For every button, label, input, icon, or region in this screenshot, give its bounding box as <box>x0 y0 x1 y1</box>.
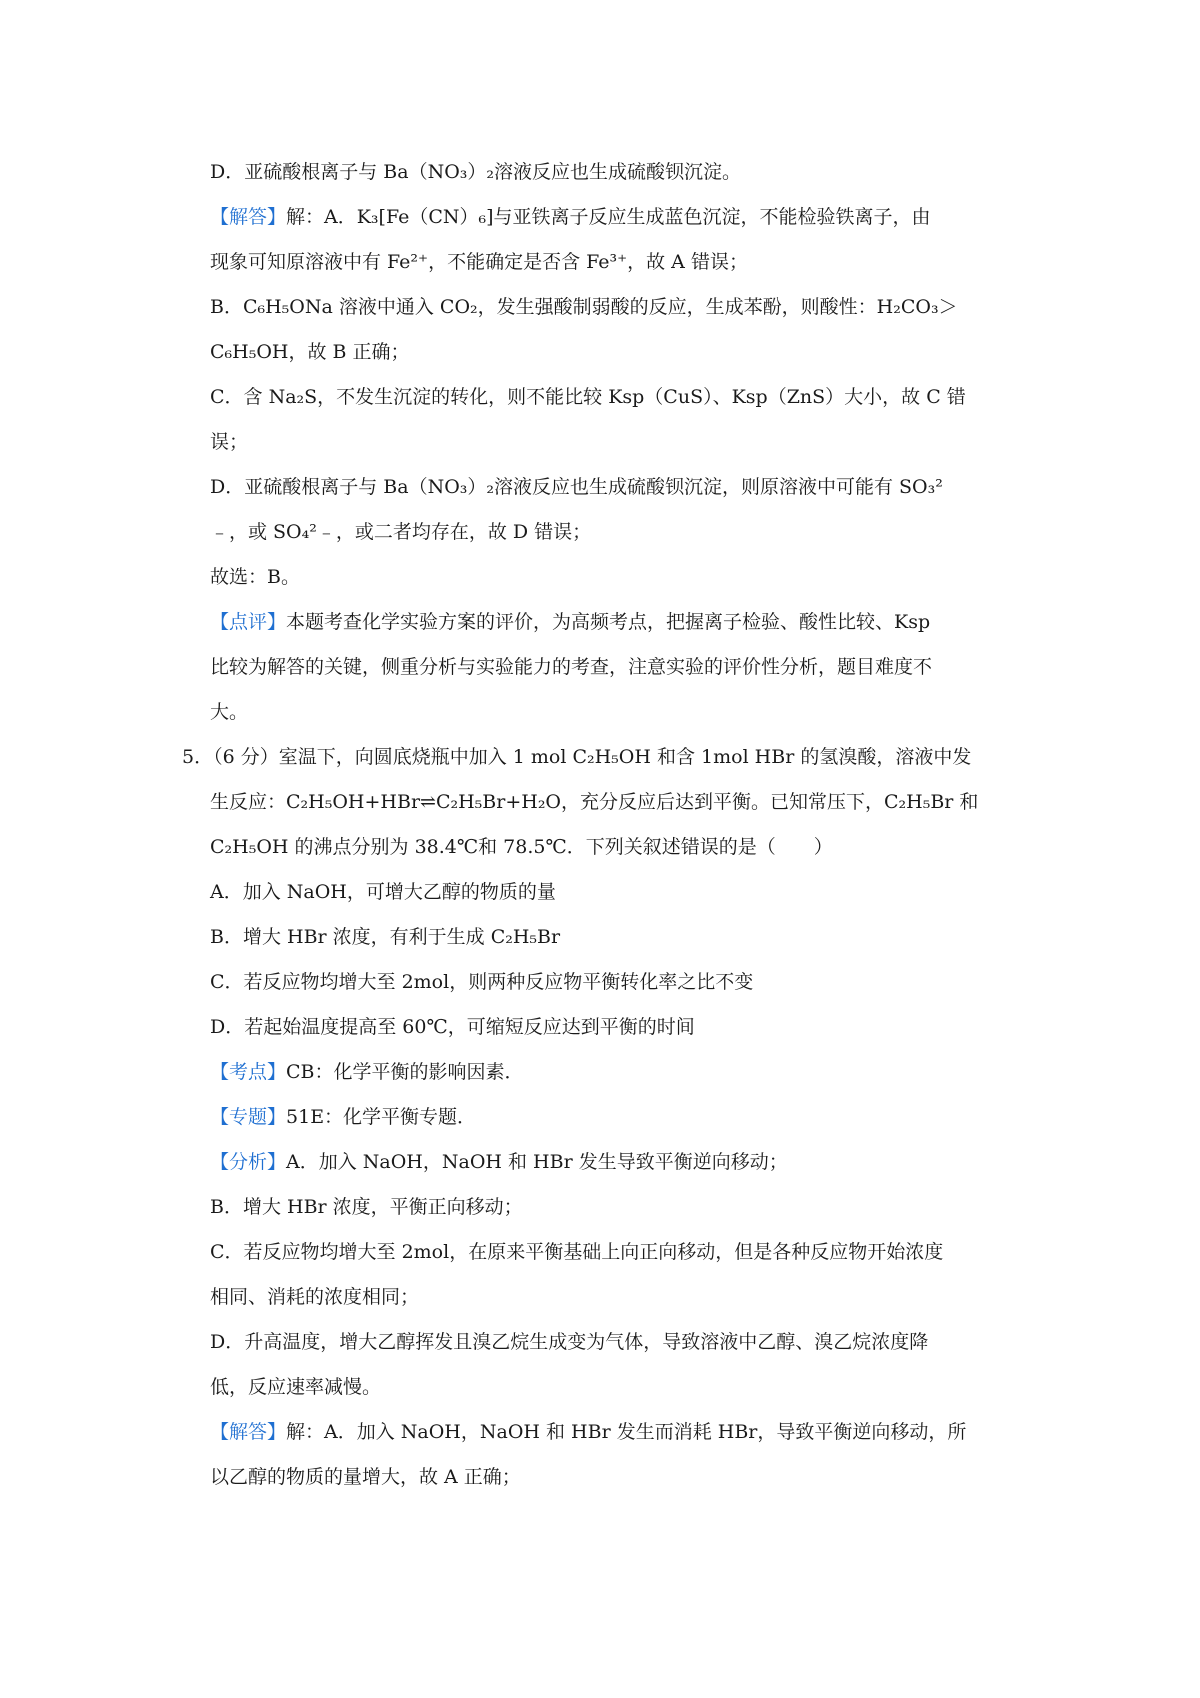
section-tag: 【专题】 <box>210 1106 287 1128</box>
text-line: 大。 <box>210 701 249 723</box>
question-line: 5．（6 分）室温下，向圆底烧瓶中加入 1 mol C₂H₅OH 和含 1mol HBr 的氢溴酸，溶液中发 <box>182 746 972 768</box>
text-line: 【分析】A．加入 NaOH，NaOH 和 HBr 发生导致平衡逆向移动； <box>210 1151 788 1173</box>
section-tag: 【点评】 <box>210 611 287 633</box>
text-line: 【点评】本题考查化学实验方案的评价，为高频考点，把握离子检验、酸性比较、Ksp <box>210 611 931 633</box>
option-line: C．若反应物均增大至 2mol，则两种反应物平衡转化率之比不变 <box>210 971 754 993</box>
text-line: 【专题】51E：化学平衡专题． <box>210 1106 477 1128</box>
text-line: 低，反应速率减慢。 <box>210 1376 382 1398</box>
text-line: 以乙醇的物质的量增大，故 A 正确； <box>210 1466 521 1488</box>
section-tag: 【考点】 <box>210 1061 287 1083</box>
text-line: C．含 Na₂S，不发生沉淀的转化，则不能比较 Ksp（CuS）、Ksp（ZnS）大小，故 C 错 <box>210 386 966 408</box>
text-line: 相同、消耗的浓度相同； <box>210 1286 420 1308</box>
option-line: B．增大 HBr 浓度，有利于生成 C₂H₅Br <box>210 926 561 948</box>
section-tag: 【解答】 <box>210 206 287 228</box>
text-line: B．增大 HBr 浓度，平衡正向移动； <box>210 1196 523 1218</box>
section-tag: 【分析】 <box>210 1151 287 1173</box>
text-line: B．C₆H₅ONa 溶液中通入 CO₂，发生强酸制弱酸的反应，生成苯酚，则酸性：H₂CO₃＞ <box>210 296 958 318</box>
text-line: C₂H₅OH 的沸点分别为 38.4℃和 78.5℃．下列关叙述错误的是（ ） <box>210 836 833 858</box>
text-line: C．若反应物均增大至 2mol，在原来平衡基础上向正向移动，但是各种反应物开始浓度 <box>210 1241 944 1263</box>
text-line: 【解答】解：A．加入 NaOH，NaOH 和 HBr 发生而消耗 HBr，导致平衡逆向移动，所 <box>210 1421 967 1443</box>
section-tag: 【解答】 <box>210 1421 287 1443</box>
text-line: 【解答】解：A．K₃[Fe（CN）₆]与亚铁离子反应生成蓝色沉淀，不能检验铁离子，由 <box>210 206 931 228</box>
text-line: D．亚硫酸根离子与 Ba（NO₃）₂溶液反应也生成硫酸钡沉淀，则原溶液中可能有 SO₃² <box>210 476 943 498</box>
text-line: 【考点】CB：化学平衡的影响因素． <box>210 1061 524 1083</box>
text-line: 误； <box>210 431 249 453</box>
text-line: ﹣，或 SO₄²﹣，或二者均存在，故 D 错误； <box>210 521 592 543</box>
text-line: D．升高温度，增大乙醇挥发且溴乙烷生成变为气体，导致溶液中乙醇、溴乙烷浓度降 <box>210 1331 929 1353</box>
text-line: 故选：B。 <box>210 566 300 588</box>
text-line: 现象可知原溶液中有 Fe²⁺，不能确定是否含 Fe³⁺，故 A 错误； <box>210 251 748 273</box>
option-line: D．若起始温度提高至 60℃，可缩短反应达到平衡的时间 <box>210 1016 695 1038</box>
text-line: 比较为解答的关键，侧重分析与实验能力的考查，注意实验的评价性分析，题目难度不 <box>210 656 933 678</box>
text-line: D．亚硫酸根离子与 Ba（NO₃）₂溶液反应也生成硫酸钡沉淀。 <box>210 161 741 183</box>
option-line: A．加入 NaOH，可增大乙醇的物质的量 <box>210 881 556 903</box>
text-line: C₆H₅OH，故 B 正确； <box>210 341 410 363</box>
text-line: 生反应：C₂H₅OH+HBr⇌C₂H₅Br+H₂O，充分反应后达到平衡。已知常压下，C₂H₅Br 和 <box>210 791 979 813</box>
